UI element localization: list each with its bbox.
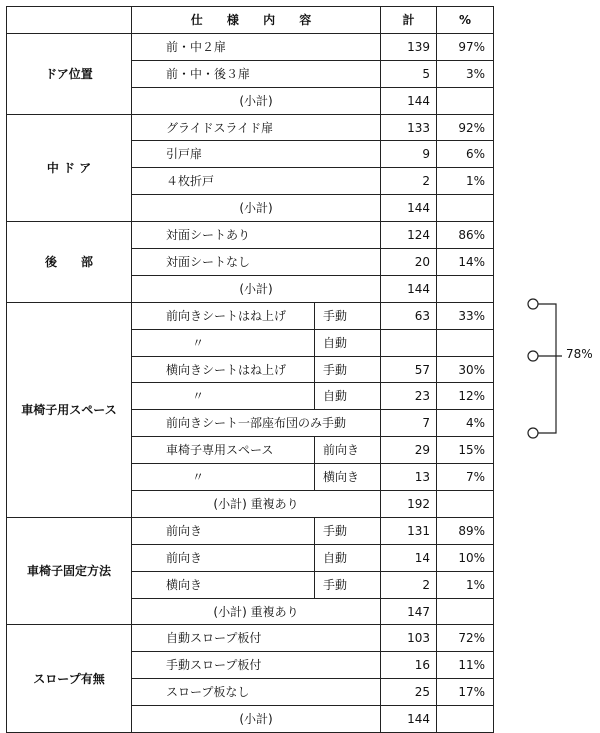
- bracket-line: [538, 304, 562, 433]
- percent-cell: 89%: [437, 517, 494, 544]
- count-cell: 57: [381, 356, 437, 383]
- percent-cell: 12%: [437, 383, 494, 410]
- mode-cell: 手動: [315, 571, 381, 598]
- spec-cell: グライドスライド扉: [132, 114, 381, 141]
- percent-cell: 86%: [437, 222, 494, 249]
- mode-cell: 自動: [315, 383, 381, 410]
- bracket-circle: [528, 299, 538, 309]
- subtotal-label: (小計): [132, 706, 381, 733]
- count-cell: 20: [381, 249, 437, 276]
- ditto-mark: 〃: [132, 464, 315, 491]
- percent-cell: 30%: [437, 356, 494, 383]
- spec-cell: 手動スロープ板付: [132, 652, 381, 679]
- count-cell: 133: [381, 114, 437, 141]
- count-cell: 5: [381, 60, 437, 87]
- percent-cell: 17%: [437, 679, 494, 706]
- percent-cell: 1%: [437, 168, 494, 195]
- count-cell: 7: [381, 410, 437, 437]
- spec-cell: 前・中２扉: [132, 33, 381, 60]
- count-cell: 29: [381, 437, 437, 464]
- count-cell: 16: [381, 652, 437, 679]
- count-cell: 2: [381, 168, 437, 195]
- category-slope: スロープ有無: [7, 625, 132, 733]
- mode-cell: 手動: [315, 356, 381, 383]
- category-rear: 後 部: [7, 222, 132, 303]
- category-wheelchair-fixing: 車椅子固定方法: [7, 517, 132, 625]
- subtotal-count: 147: [381, 598, 437, 625]
- spec-cell: 横向きシートはね上げ: [132, 356, 315, 383]
- percent-cell: 1%: [437, 571, 494, 598]
- category-wheelchair-space: 車椅子用スペース: [7, 302, 132, 517]
- count-cell: 139: [381, 33, 437, 60]
- percent-cell: 10%: [437, 544, 494, 571]
- subtotal-label: (小計): [132, 195, 381, 222]
- spec-cell: 引戸扉: [132, 141, 381, 168]
- category-door-position: ドア位置: [7, 33, 132, 114]
- subtotal-count: 144: [381, 275, 437, 302]
- percent-cell: 97%: [437, 33, 494, 60]
- count-cell: 23: [381, 383, 437, 410]
- mode-cell: 手動: [315, 302, 381, 329]
- header-total: 計: [381, 7, 437, 34]
- count-cell: 9: [381, 141, 437, 168]
- count-cell: 124: [381, 222, 437, 249]
- spec-cell: 前向きシートはね上げ: [132, 302, 315, 329]
- mode-cell: 手動: [315, 517, 381, 544]
- count-cell: 14: [381, 544, 437, 571]
- bracket-total-label: 78%: [566, 347, 593, 361]
- mode-cell: 横向き: [315, 464, 381, 491]
- ditto-mark: 〃: [132, 383, 315, 410]
- subtotal-count: 144: [381, 87, 437, 114]
- ditto-mark: 〃: [132, 329, 315, 356]
- subtotal-label: (小計) 重複あり: [132, 491, 381, 518]
- spec-cell: 前・中・後３扉: [132, 60, 381, 87]
- spec-cell: スロープ板なし: [132, 679, 381, 706]
- count-cell: 131: [381, 517, 437, 544]
- mode-cell: 前向き: [315, 437, 381, 464]
- count-cell: 103: [381, 625, 437, 652]
- subtotal-count: 144: [381, 195, 437, 222]
- spec-cell: 自動スロープ板付: [132, 625, 381, 652]
- spec-cell: 前向きシート一部座布団のみ手動: [132, 410, 381, 437]
- percent-cell: 15%: [437, 437, 494, 464]
- percent-cell: 3%: [437, 60, 494, 87]
- subtotal-count: 192: [381, 491, 437, 518]
- spec-cell: 車椅子専用スペース: [132, 437, 315, 464]
- subtotal-label: (小計): [132, 87, 381, 114]
- spec-cell: ４枚折戸: [132, 168, 381, 195]
- percent-cell: 33%: [437, 302, 494, 329]
- subtotal-count: 144: [381, 706, 437, 733]
- mode-cell: 自動: [315, 544, 381, 571]
- spec-cell: 前向き: [132, 517, 315, 544]
- count-cell: 25: [381, 679, 437, 706]
- percent-cell: 6%: [437, 141, 494, 168]
- category-middle-door: 中 ド ア: [7, 114, 132, 222]
- count-cell: 63: [381, 302, 437, 329]
- percent-cell: 7%: [437, 464, 494, 491]
- percent-cell: 72%: [437, 625, 494, 652]
- spec-cell: 前向き: [132, 544, 315, 571]
- bracket-circle: [528, 351, 538, 361]
- percent-cell: 4%: [437, 410, 494, 437]
- subtotal-label: (小計): [132, 275, 381, 302]
- spec-cell: 対面シートなし: [132, 249, 381, 276]
- spec-cell: 対面シートあり: [132, 222, 381, 249]
- header-spec: 仕 様 内 容: [132, 7, 381, 34]
- percent-cell: 92%: [437, 114, 494, 141]
- mode-cell: 自動: [315, 329, 381, 356]
- percent-cell: 11%: [437, 652, 494, 679]
- count-cell: 2: [381, 571, 437, 598]
- count-cell: 13: [381, 464, 437, 491]
- header-percent: %: [437, 7, 494, 34]
- spec-cell: 横向き: [132, 571, 315, 598]
- subtotal-label: (小計) 重複あり: [132, 598, 381, 625]
- percent-cell: 14%: [437, 249, 494, 276]
- bracket-circle: [528, 428, 538, 438]
